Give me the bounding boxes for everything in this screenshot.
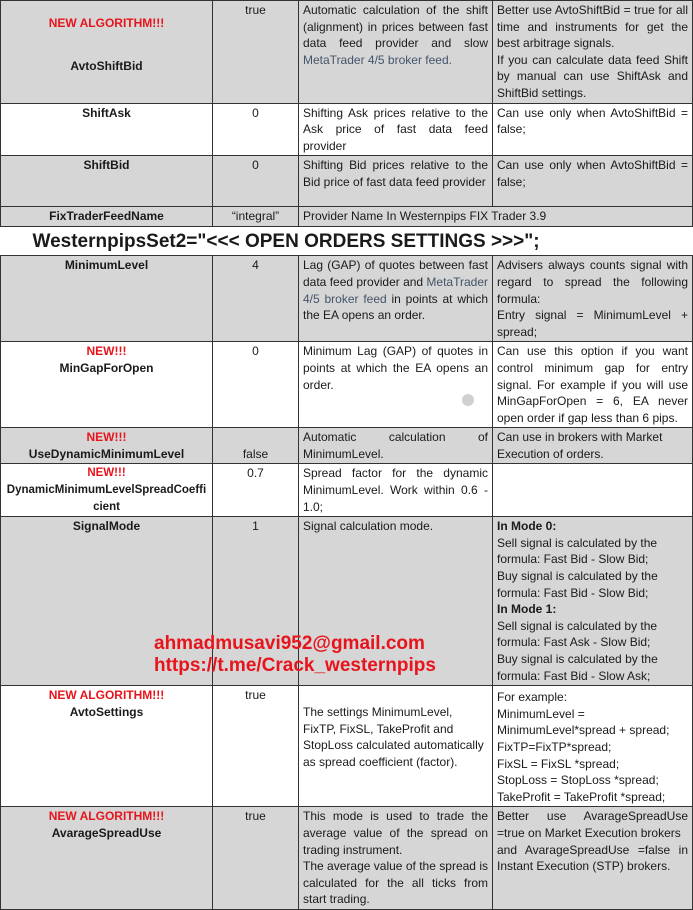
notes-line: Entry signal = MinimumLevel + spread; [497, 308, 688, 339]
mode-heading: In Mode 1: [497, 602, 557, 617]
param-notes [493, 807, 693, 910]
param-name: SignalMode [1, 517, 213, 686]
param-name-cell [1, 464, 213, 517]
new-algorithm-badge: NEW ALGORITHM!!! [48, 688, 165, 703]
param-name: AvtoSettings [69, 704, 144, 719]
param-row-avaragespreaduse [1, 807, 693, 910]
notes-line: If you can calculate data feed Shift by manual can use ShiftAsk and ShiftBid settings. [497, 52, 688, 100]
param-description [299, 256, 493, 342]
new-algorithm-badge: NEW ALGORITHM!!! [48, 16, 165, 30]
description-text: The average value of the spread is calculated for the all ticks from start trading. [303, 859, 488, 907]
param-value: “integral” [213, 207, 299, 227]
param-name: FixTraderFeedName [1, 207, 213, 227]
param-row-fixtraderfeedname [1, 207, 693, 227]
new-badge: NEW!!! [86, 430, 127, 445]
param-name-cell [1, 1, 213, 104]
param-description: Provider Name In Westernpips FIX Trader 3.9 [299, 207, 693, 227]
section-row [1, 227, 693, 256]
param-notes [493, 1, 693, 104]
watermark-overlay [154, 633, 436, 677]
param-name: ShiftAsk [1, 103, 213, 156]
param-notes [493, 686, 693, 807]
param-value: 4 [213, 256, 299, 342]
new-badge: NEW!!! [87, 467, 126, 480]
param-description: Signal calculation mode. [299, 517, 493, 686]
notes-line: Buy signal is calculated by the formula: Fast Bid - Slow Bid; [497, 569, 658, 600]
param-description: Minimum Lag (GAP) of quotes in points at which the EA opens an order. [299, 342, 493, 428]
notes-line: Sell signal is calculated by the formula: Fast Ask - Slow Bid; [497, 618, 658, 650]
param-description: Shifting Ask prices relative to the Ask price of fast data feed provider [299, 103, 493, 156]
param-name: UseDynamicMinimumLevel [28, 446, 185, 461]
description-text-colored: MetaTrader 4/5 broker feed. [303, 52, 452, 67]
param-row-dynamicminimumlevelspreadcoefficient [1, 464, 693, 517]
param-value: true [213, 686, 299, 807]
param-name-cell [1, 342, 213, 428]
notes-line: and AvarageSpreadUse =false in Instant Execution (STP) brokers. [497, 842, 688, 874]
description-text-colored: MetaTrader 4/5 broker feed [303, 274, 488, 306]
notes-line: FixTP=FixTP*spread; [497, 739, 612, 754]
param-description [299, 807, 493, 910]
param-description: The settings MinimumLevel, FixTP, FixSL, TakeProfit and StopLoss calculated automatically as spread coefficient (factor). [299, 686, 493, 807]
param-row-shiftbid [1, 156, 693, 207]
notes-line: Better use AvtoShiftBid = true for all time and instruments for get the best arbitrage signals. [497, 3, 688, 51]
param-name: AvtoShiftBid [70, 58, 143, 73]
param-row-mingapforopen [1, 342, 693, 428]
notes-line: Advisers always counts signal with regard to spread the following formula: [497, 258, 688, 306]
param-row-shiftask [1, 103, 693, 156]
param-description: Spread factor for the dynamic MinimumLevel. Work within 0.6 - 1.0; [299, 464, 493, 517]
param-value: 0 [213, 156, 299, 207]
watermark-email: ahmadmusavi952@gmail.com [154, 633, 425, 654]
description-text: This mode is used to trade the average value of the spread on trading instrument. [303, 809, 488, 857]
param-notes: Can use this option if you want control minimum gap for entry signal. For example if you will use MinGapForOpen = 6, EA never open order if gap less than 6 pips. [493, 342, 693, 428]
param-name: AvarageSpreadUse [51, 825, 162, 840]
param-value: 0 [213, 342, 299, 428]
param-name: MinimumLevel [1, 256, 213, 342]
mode-heading: In Mode 0: [497, 519, 557, 534]
notes-line: For example: [497, 690, 568, 705]
notes-line: Sell signal is calculated by the formula: Fast Bid - Slow Bid; [497, 535, 658, 567]
notes-line: TakeProfit = TakeProfit *spread; [497, 789, 666, 804]
param-notes [493, 517, 693, 686]
param-value: 1 [213, 517, 299, 686]
param-description [299, 1, 493, 104]
notes-line: Better use AvarageSpreadUse =true on Market Execution brokers [497, 809, 688, 840]
param-name: DynamicMinimumLevelSpreadCoefficient [6, 484, 207, 513]
description-text: Automatic calculation of the shift (alignment) in prices between fast data feed provider and slow [303, 3, 488, 51]
param-name: MinGapForOpen [59, 360, 154, 375]
description-text: Lag (GAP) of quotes between fast data feed provider and [303, 258, 488, 289]
param-value: false [213, 428, 299, 464]
param-notes: Can use in brokers with Market Execution of orders. [493, 428, 693, 464]
new-algorithm-badge: NEW ALGORITHM!!! [48, 809, 165, 824]
param-description: Automatic calculation of MinimumLevel. [299, 428, 493, 464]
notes-line: Buy signal is calculated by the formula: Fast Bid - Slow Ask; [497, 652, 658, 683]
param-name-cell [1, 686, 213, 807]
param-notes: Can use only when AvtoShiftBid = false; [493, 103, 693, 156]
notes-line: MinimumLevel = MinimumLevel*spread + spread; [497, 706, 670, 738]
param-row-usedynamicminimumlevel [1, 428, 693, 464]
param-value: 0.7 [213, 464, 299, 517]
param-name-cell [1, 428, 213, 464]
param-name: ShiftBid [1, 156, 213, 207]
param-notes: Can use only when AvtoShiftBid = false; [493, 156, 693, 207]
section-title: WesternpipsSet2="<<< OPEN ORDERS SETTINGS >>>"; [1, 227, 693, 256]
param-value: true [213, 807, 299, 910]
param-row-avtoshiftbid [1, 1, 693, 104]
description-text: in points at which the EA opens an order. [303, 291, 488, 323]
notes-line: FixSL = FixSL *spread; [497, 756, 620, 771]
param-description: Shifting Bid prices relative to the Bid price of fast data feed provider [299, 156, 493, 207]
param-row-avtosettings [1, 686, 693, 807]
new-badge: NEW!!! [86, 344, 127, 359]
param-row-minimumlevel [1, 256, 693, 342]
param-name-cell [1, 807, 213, 910]
watermark-telegram-link: https://t.me/Crack_westernpips [154, 655, 436, 676]
param-notes [493, 256, 693, 342]
param-value: 0 [213, 103, 299, 156]
param-value: true [213, 1, 299, 104]
param-notes [493, 464, 693, 517]
notes-line: StopLoss = StopLoss *spread; [497, 773, 659, 788]
